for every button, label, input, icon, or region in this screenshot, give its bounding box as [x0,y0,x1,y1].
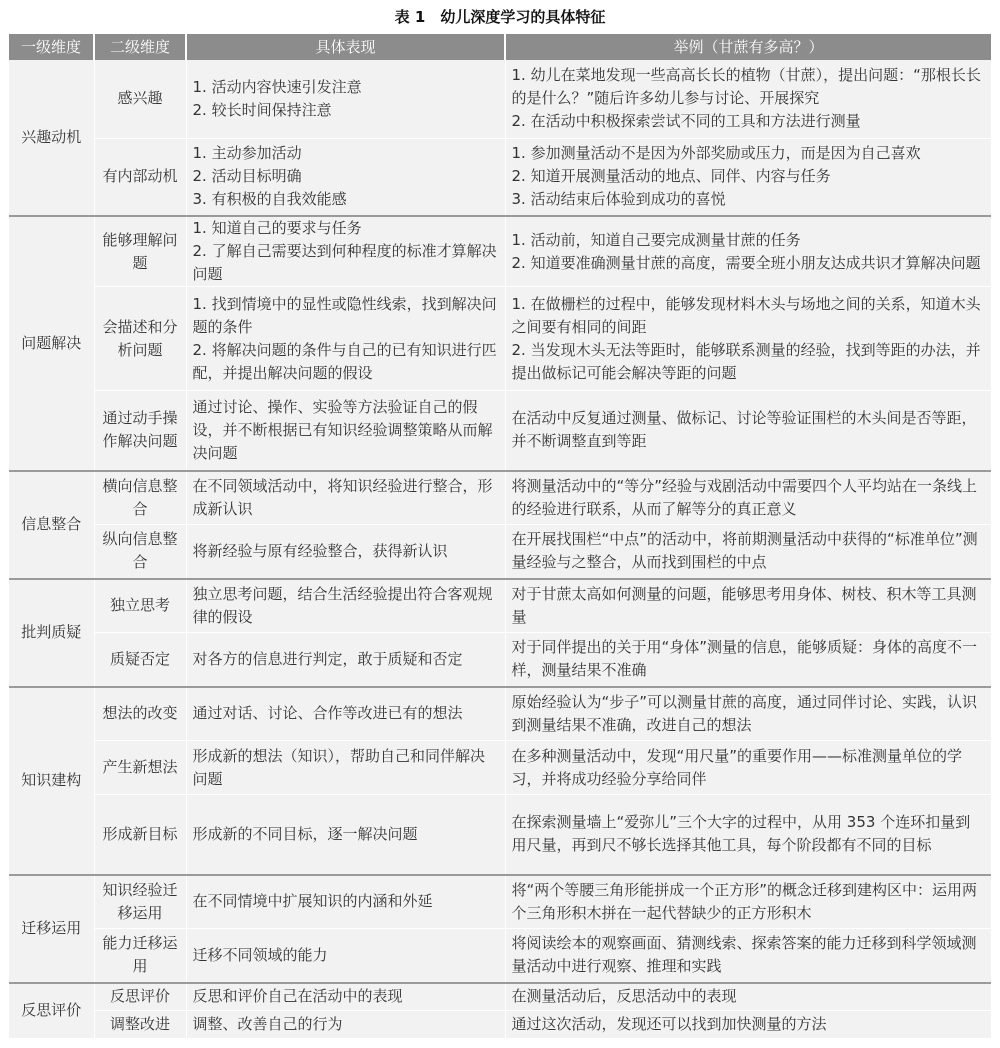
example-cell [505,875,991,929]
table-row [9,391,991,471]
level1-cell: 问题解决 [9,216,94,471]
performance-line: 迁移不同领域的能力 [192,945,328,964]
example-cell [505,216,991,287]
table-row [9,579,991,633]
level2-cell: 有内部动机 [94,138,186,216]
level1-cell: 知识建构 [9,687,94,875]
example-line: 对于同伴提出的关于用“身体”测量的信息，能够质疑：身体的高度不一样，测量结果不准确 [511,638,978,680]
level1-cell: 批判质疑 [9,579,94,687]
performance-line: 2. 活动目标明确 [192,167,302,186]
level1-cell: 反思评价 [9,983,94,1039]
performance-line: 通过对话、讨论、合作等改进已有的想法 [192,704,463,723]
example-cell [505,795,991,875]
performance-cell [186,875,505,929]
example-line: 1. 参加测量活动不是因为外部奖励或压力，而是因为自己喜欢 [511,144,921,163]
performance-cell [186,471,505,525]
level2-cell: 通过动手操作解决问题 [94,391,186,471]
table-row [9,287,991,391]
level2-cell: 感兴趣 [94,60,186,138]
performance-line: 1. 知道自己的要求与任务 [192,219,362,237]
table-row [9,60,991,138]
table-row [9,929,991,983]
performance-line: 1. 找到情境中的显性或隐性线索，找到解决问题的条件 [192,294,497,336]
table-row [9,983,991,1011]
level2-cell: 反思评价 [94,983,186,1011]
example-line: 原始经验认为“步子”可以测量甘蔗的高度，通过同伴讨论、实践，认识到测量结果不准确，改进自己的想法 [511,692,978,734]
example-line: 在多种测量活动中，发现“用尺量”的重要作用——标准测量单位的学习，并将成功经验分享给同伴 [511,746,963,788]
example-line: 2. 知道开展测量活动的地点、同伴、内容与任务 [511,167,831,186]
example-line: 2. 知道要准确测量甘蔗的高度，需要全班小朋友达成共识才算解决问题 [511,253,981,272]
example-cell [505,471,991,525]
example-line: 1. 活动前，知道自己要完成测量甘蔗的任务 [511,230,801,249]
example-line: 将阅读绘本的观察画面、猜测线索、探索答案的能力迁移到科学领域测量活动中进行观察、推理和实践 [511,934,977,976]
level2-cell: 纵向信息整合 [94,525,186,579]
example-line: 在测量活动后，反思活动中的表现 [511,987,737,1006]
table-row [9,687,991,741]
example-cell [505,60,991,138]
header-example: 举例（甘蔗有多高？） [505,34,991,60]
table-row [9,216,991,287]
performance-cell [186,287,505,391]
example-line: 将“两个等腰三角形能拼成一个正方形”的概念迁移到建构区中：运用两个三角形积木拼在一起代替缺少的正方形积木 [511,880,978,922]
table-body [9,60,991,1039]
performance-line: 在不同情境中扩展知识的内涵和外延 [192,892,433,911]
performance-line: 将新经验与原有经验整合，获得新认识 [192,541,448,560]
example-line: 在活动中反复通过测量、做标记、讨论等验证围栏的木头间是否等距，并不断调整直到等距 [511,409,977,451]
example-cell [505,579,991,633]
level2-cell: 会描述和分析问题 [94,287,186,391]
example-cell [505,687,991,741]
example-line: 2. 在活动中积极探索尝试不同的工具和方法进行测量 [511,112,861,131]
performance-cell [186,1011,505,1039]
performance-cell [186,216,505,287]
level2-cell: 独立思考 [94,579,186,633]
example-cell [505,741,991,795]
example-line: 2. 当发现木头无法等距时，能够联系测量的经验，找到等距的办法，并提出做标记可能会解决等距的问题 [511,340,981,382]
table-row [9,138,991,216]
performance-cell [186,795,505,875]
example-cell [505,138,991,216]
performance-cell [186,983,505,1011]
features-table [9,34,991,1039]
level1-cell: 信息整合 [9,471,94,579]
example-line: 通过这次活动，发现还可以找到加快测量的方法 [511,1015,827,1033]
example-cell [505,391,991,471]
example-line: 在开展找围栏“中点”的活动中，将前期测量活动中获得的“标准单位”测量经验与之整合，从而找到围栏的中点 [511,530,978,572]
performance-cell [186,687,505,741]
header-row [9,34,991,60]
example-cell [505,1011,991,1039]
performance-cell [186,60,505,138]
performance-line: 形成新的想法（知识），帮助自己和同伴解决问题 [192,746,486,788]
performance-cell [186,741,505,795]
level2-cell: 形成新目标 [94,795,186,875]
performance-line: 1. 活动内容快速引发注意 [192,77,362,96]
table-row [9,1011,991,1039]
performance-line: 对各方的信息进行判定，敢于质疑和否定 [192,649,463,668]
performance-line: 在不同领域活动中，将知识经验进行整合，形成新认识 [192,476,493,518]
performance-line: 2. 较长时间保持注意 [192,100,332,119]
performance-cell [186,633,505,687]
header-level2: 二级维度 [94,34,186,60]
example-line: 1. 在做栅栏的过程中，能够发现材料木头与场地之间的关系，知道木头之间要有相同的间距 [511,294,981,336]
table-row [9,633,991,687]
level1-cell: 兴趣动机 [9,60,94,216]
performance-line: 1. 主动参加活动 [192,144,302,163]
performance-line: 2. 了解自己需要达到何种程度的标准才算解决问题 [192,242,497,283]
level1-cell: 迁移运用 [9,875,94,983]
performance-line: 调整、改善自己的行为 [192,1015,343,1033]
level2-cell: 能力迁移运用 [94,929,186,983]
table-row [9,741,991,795]
level2-cell: 知识经验迁移运用 [94,875,186,929]
example-cell [505,983,991,1011]
table-row [9,795,991,875]
table-caption: 表 1 幼儿深度学习的具体特征 [394,8,606,26]
table-row [9,525,991,579]
performance-line: 独立思考问题，结合生活经验提出符合客观规律的假设 [192,584,493,626]
example-line: 将测量活动中的“等分”经验与戏剧活动中需要四个人平均站在一条线上的经验进行联系，从而了解等分的真正意义 [511,476,978,518]
performance-line: 反思和评价自己在活动中的表现 [192,987,403,1006]
table-row [9,875,991,929]
example-cell [505,633,991,687]
header-level1: 一级维度 [9,34,94,60]
level2-cell: 想法的改变 [94,687,186,741]
performance-cell [186,525,505,579]
example-line: 1. 幼儿在菜地发现一些高高长长的植物（甘蔗），提出问题：“那根长长的是什么？”随后许多幼儿参与讨论、开展探究 [511,66,981,108]
performance-cell [186,138,505,216]
example-cell [505,287,991,391]
level2-cell: 能够理解问题 [94,216,186,287]
level2-cell: 调整改进 [94,1011,186,1039]
performance-line: 3. 有积极的自我效能感 [192,190,347,209]
table-row [9,471,991,525]
example-cell [505,929,991,983]
performance-line: 形成新的不同目标，逐一解决问题 [192,824,418,843]
header-performance: 具体表现 [186,34,505,60]
performance-cell [186,579,505,633]
level2-cell: 质疑否定 [94,633,186,687]
performance-line: 通过讨论、操作、实验等方法验证自己的假设，并不断根据已有知识经验调整策略从而解决问题 [192,397,493,462]
performance-line: 2. 将解决问题的条件与自己的已有知识进行匹配，并提出解决问题的假设 [192,340,497,382]
performance-cell [186,391,505,471]
example-line: 对于甘蔗太高如何测量的问题，能够思考用身体、树枝、积木等工具测量 [511,584,977,626]
level2-cell: 产生新想法 [94,741,186,795]
example-cell [505,525,991,579]
example-line: 3. 活动结束后体验到成功的喜悦 [511,190,726,209]
level2-cell: 横向信息整合 [94,471,186,525]
performance-cell [186,929,505,983]
example-line: 在探索测量墙上“爱弥儿”三个大字的过程中，从用 353 个连环扣量到用尺量，再到尺不够长选择其他工具，每个阶段都有不同的目标 [511,813,971,855]
